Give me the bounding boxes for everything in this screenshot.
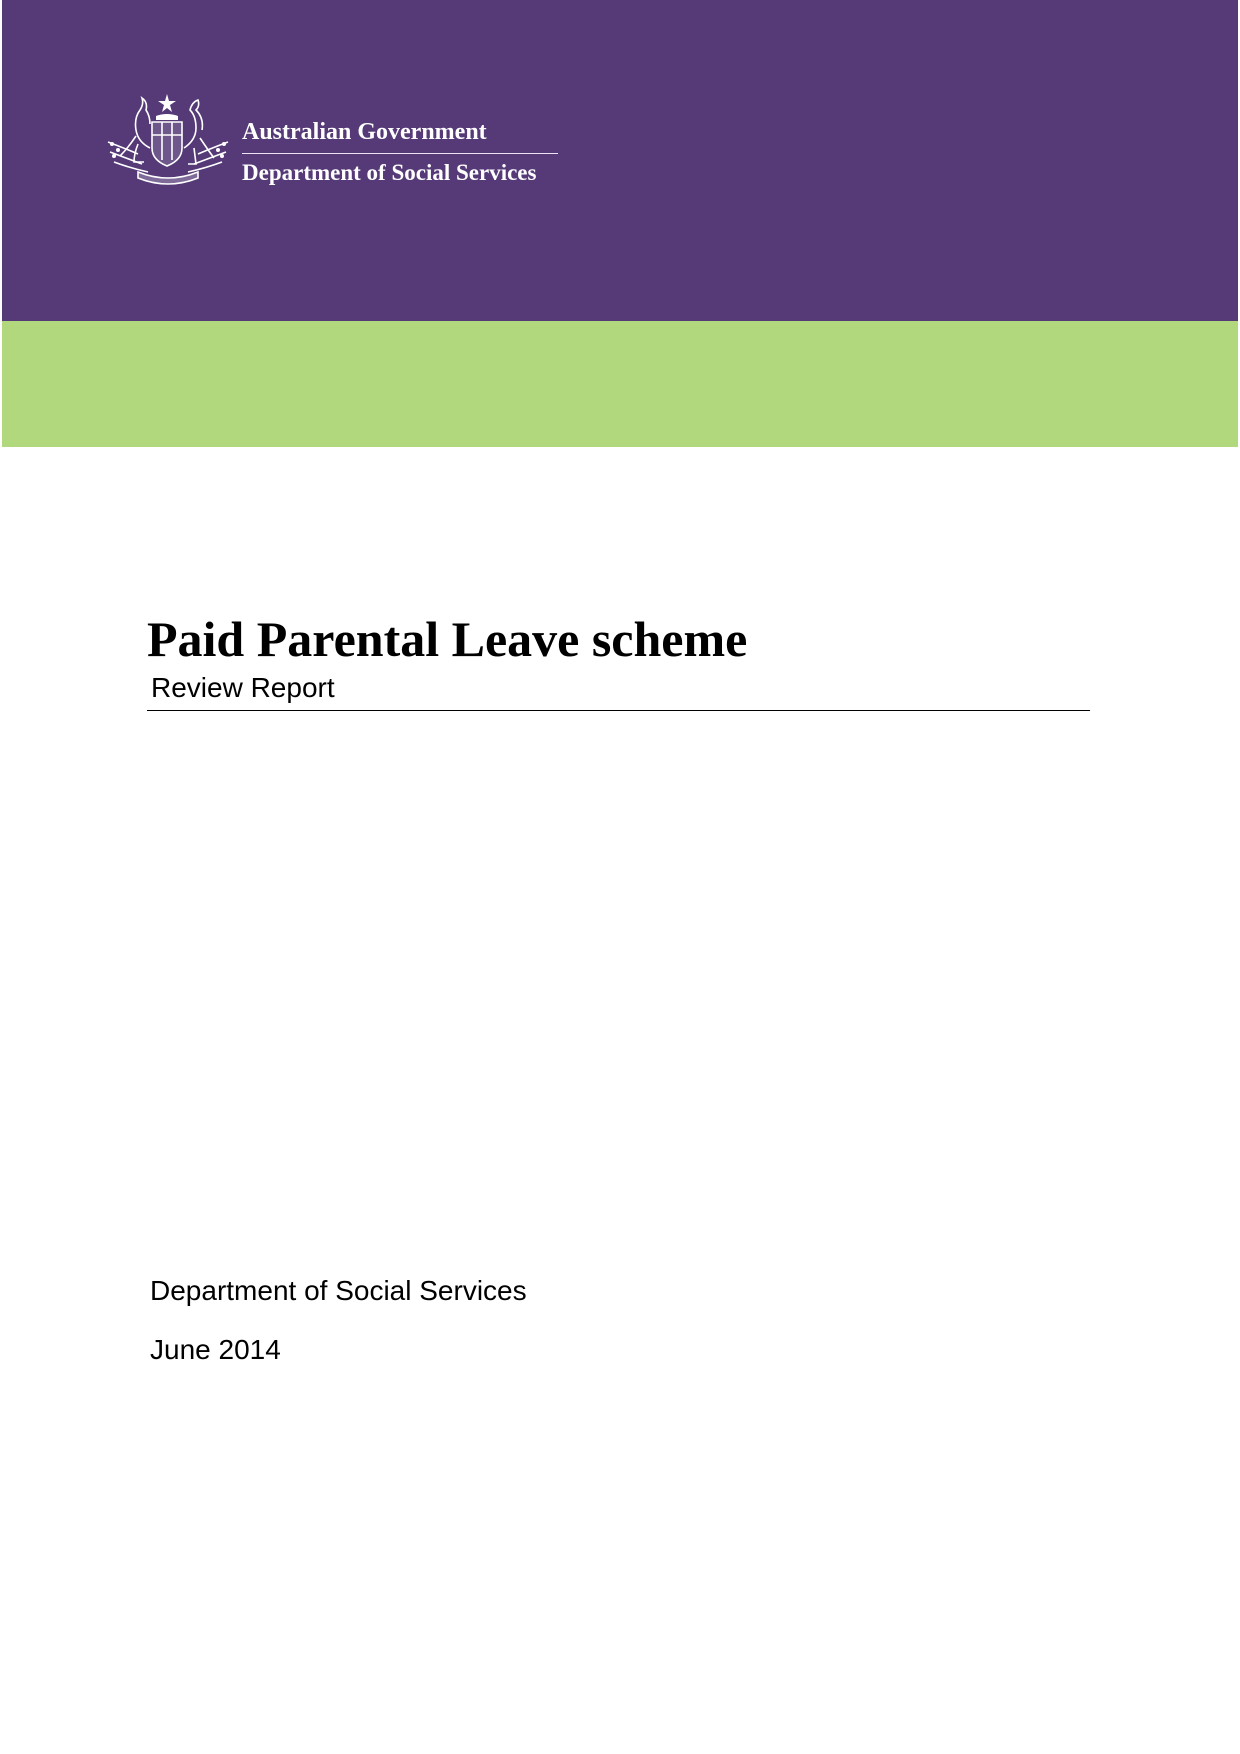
document-title: Paid Parental Leave scheme bbox=[147, 611, 748, 667]
title-block bbox=[147, 610, 1090, 704]
publication-date: June 2014 bbox=[150, 1334, 281, 1365]
department-name: Department of Social Services bbox=[242, 160, 537, 185]
publisher-name: Department of Social Services bbox=[150, 1275, 527, 1306]
accent-band bbox=[2, 321, 1238, 447]
government-name: Australian Government bbox=[242, 119, 487, 145]
header-band bbox=[2, 0, 1238, 321]
coat-of-arms-icon bbox=[104, 92, 232, 188]
government-logo bbox=[104, 92, 574, 192]
logo-divider bbox=[242, 153, 558, 154]
document-subtitle: Review Report bbox=[151, 672, 335, 703]
title-divider bbox=[147, 710, 1090, 711]
